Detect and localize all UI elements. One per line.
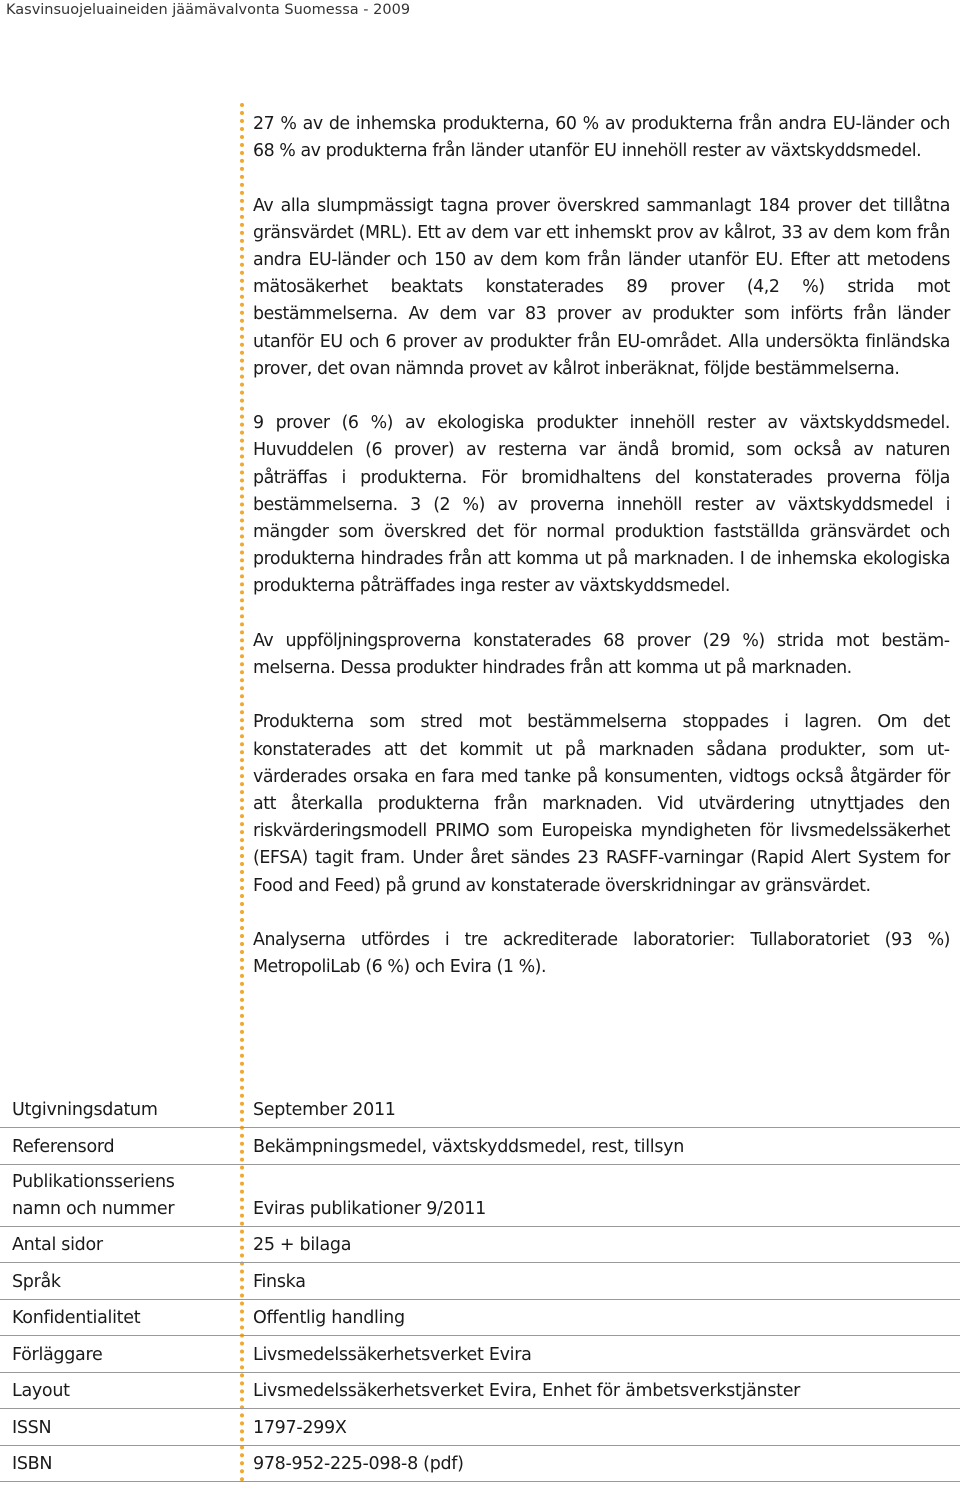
metadata-label: ISBN — [0, 1445, 240, 1482]
metadata-label: Antal sidor — [0, 1226, 240, 1263]
paragraph-mrl-exceedances: Av alla slumpmässigt tagna prover överskred sammanlagt 184 prover det tillåtna gränsvärdet (MRL). Ett av dem var ett inhemskt prov av kålrot, 33 av dem kom från andra EU-länder och 150 av dem kom från länder utanför EU. Efter att metodens mätosäkerhet beaktats konstaterades 89 prover (4,2 %) strida mot bestämmelserna. Av dem var 83 prover av produkter som införts från länder utanför EU och 6 prover av produkter från EU-området. Alla undersökta finländska prover, det ovan nämnda provet av kålrot inberäknat, följde bestämmelserna. — [253, 195, 950, 379]
metadata-value: Eviras publikationer 9/2011 — [240, 1164, 960, 1226]
metadata-label: Referensord — [0, 1128, 240, 1165]
metadata-row — [0, 1128, 960, 1165]
metadata-value: 978-952-225-098-8 (pdf) — [240, 1445, 960, 1482]
paragraph-market-actions: Produkterna som stred mot bestämmelserna stoppades i lagren. Om det konstaterades att det kommit ut på marknaden sådana produkter, som utvärderades orsaka en fara med tanke på konsumenten, vidtogs också åtgärder för att återkalla produkterna från marknaden. Vid utvärdering utnyttjades den riskvärderingsmodell PRIMO som Europeiska myndigheten för livsmedelssäkerhet (EFSA) tagit fram. Under året sändes 23 RASFF-varningar (Rapid Alert System for Food and Feed) på grund av konstaterade överskridningar av gränsvärdet. — [253, 712, 950, 896]
metadata-label: Utgivningsdatum — [0, 1091, 240, 1128]
metadata-row — [0, 1091, 960, 1128]
metadata-row — [0, 1164, 960, 1226]
metadata-value: Bekämpningsmedel, växtskyddsmedel, rest, tillsyn — [240, 1128, 960, 1165]
paragraph-domestic-residues: 27 % av de inhemska produkterna, 60 % av produkterna från andra EU-länder och 68 % av produkterna från länder utanför EU innehöll rester av växtskyddsmedel. — [253, 114, 950, 162]
metadata-row — [0, 1299, 960, 1336]
metadata-value: Finska — [240, 1263, 960, 1300]
metadata-row — [0, 1263, 960, 1300]
paragraph-organic-products: 9 prover (6 %) av ekologiska produkter innehöll rester av växtskyddsmedel. Huvuddelen (6 prover) av resterna var ändå bromid, som också av naturen påträffas i produkterna. För bromidhaltens del konstaterades proverna följa bestämmelserna. 3 (2 %) av proverna innehöll rester av växtskyddsmedel i mängder som överskred det för normal produktion fastställda gränsvärdet och produkterna hindrades från att komma ut på marknaden. I de inhemska ekologiska produkterna påträffades inga rester av växtskyddsmedel. — [253, 413, 950, 597]
paragraph-follow-up-samples: Av uppföljningsproverna konstaterades 68 prover (29 %) strida mot bestämmelserna. Dessa produkter hindrades från att komma ut på marknaden. — [253, 630, 950, 679]
metadata-label: Förläggare — [0, 1336, 240, 1373]
metadata-row — [0, 1409, 960, 1446]
metadata-row — [0, 1372, 960, 1409]
metadata-value: September 2011 — [240, 1091, 960, 1128]
metadata-value: Livsmedelssäkerhetsverket Evira — [240, 1336, 960, 1373]
metadata-label: ISSN — [0, 1409, 240, 1446]
metadata-label — [0, 1164, 240, 1226]
publication-metadata-table — [0, 1091, 960, 1482]
metadata-label-line: Publikationsseriens — [12, 1171, 175, 1192]
summary-body — [253, 111, 950, 1009]
metadata-row — [0, 1336, 960, 1373]
metadata-row — [0, 1445, 960, 1482]
running-header: Kasvinsuojeluaineiden jäämävalvonta Suomessa - 2009 — [6, 2, 411, 18]
metadata-value: Offentlig handling — [240, 1299, 960, 1336]
paragraph-laboratories: Analyserna utfördes i tre ackrediterade laboratorier: Tullaboratoriet (93 %) MetropoliLab (6 %) och Evira (1 %). — [253, 930, 950, 978]
metadata-label: Språk — [0, 1263, 240, 1300]
metadata-row — [0, 1226, 960, 1263]
metadata-value: 25 + bilaga — [240, 1226, 960, 1263]
metadata-label: Layout — [0, 1372, 240, 1409]
metadata-value: Livsmedelssäkerhetsverket Evira, Enhet för ämbetsverkstjänster — [240, 1372, 960, 1409]
metadata-label: Konfidentialitet — [0, 1299, 240, 1336]
metadata-value: 1797-299X — [240, 1409, 960, 1446]
metadata-label-line: namn och nummer — [12, 1198, 175, 1219]
